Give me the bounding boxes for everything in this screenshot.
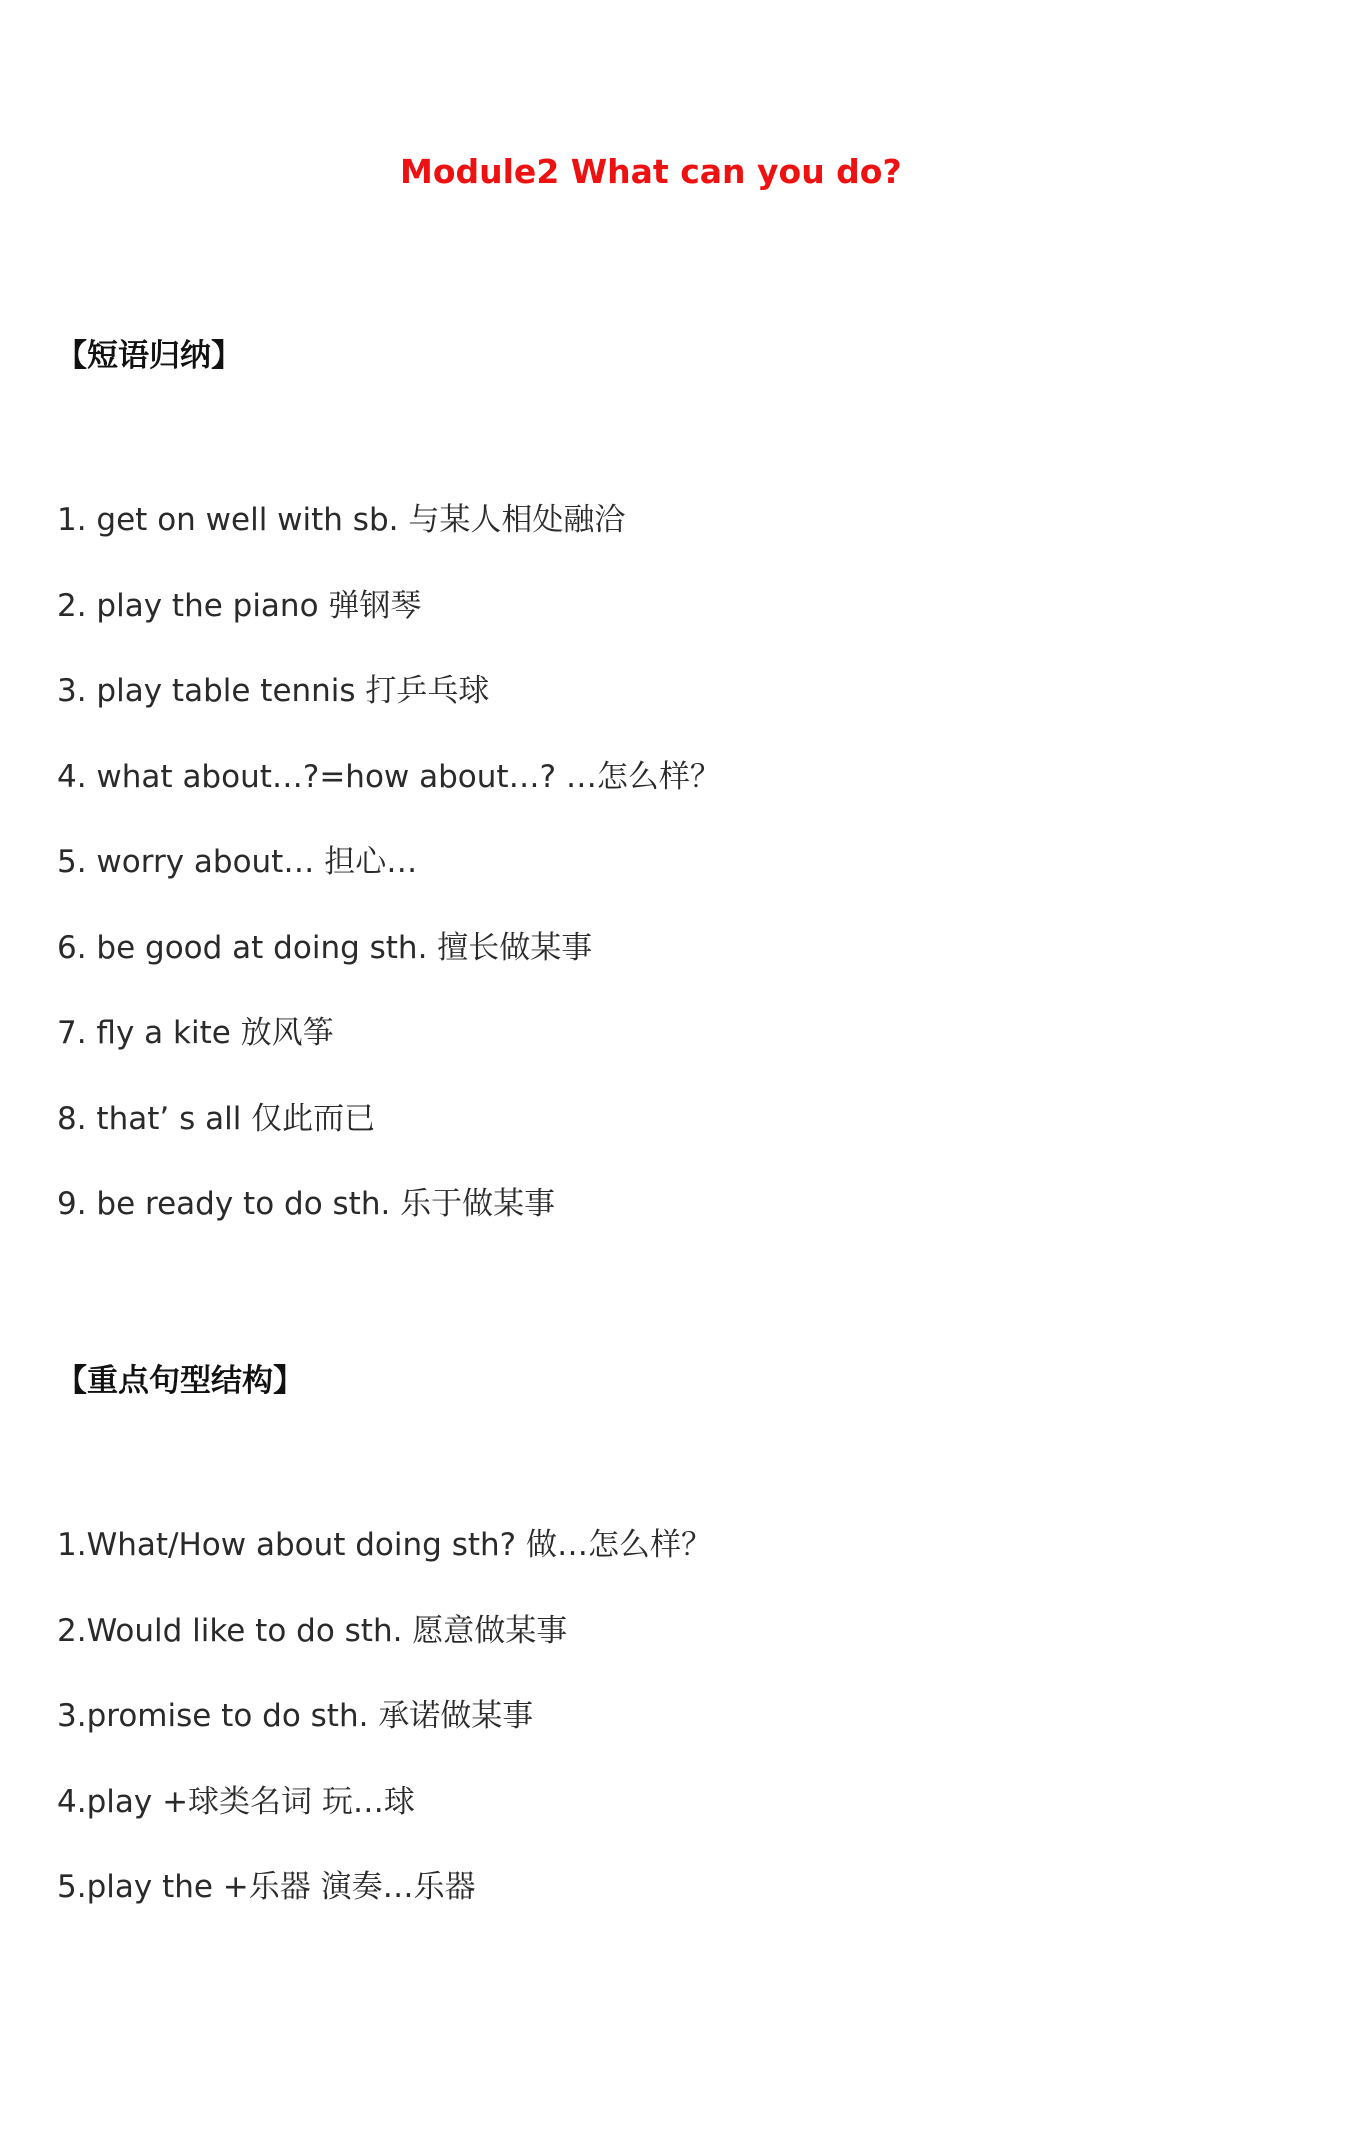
sentences-heading: 【重点句型结构】 xyxy=(56,1363,304,1399)
list-item: 3. play table tennis 打乒乓球 xyxy=(57,673,490,709)
list-item: 7. fly a kite 放风筝 xyxy=(57,1015,334,1051)
list-item: 1. get on well with sb. 与某人相处融洽 xyxy=(57,502,626,538)
list-item: 8. that’ s all 仅此而已 xyxy=(57,1100,376,1137)
list-item: 4. what about…?=how about…? …怎么样？ xyxy=(57,758,721,795)
list-item: 2. play the piano 弹钢琴 xyxy=(57,587,422,624)
phrases-list xyxy=(57,500,721,1270)
list-item: 4.play +球类名词 玩…球 xyxy=(57,1783,415,1820)
list-item: 3.promise to do sth. 承诺做某事 xyxy=(57,1698,534,1734)
phrases-heading: 【短语归纳】 xyxy=(56,338,242,374)
list-item: 5. worry about… 担心… xyxy=(57,844,418,880)
sentences-list xyxy=(57,1525,712,1953)
list-item: 5.play the +乐器 演奏…乐器 xyxy=(57,1869,476,1905)
page-title: Module2 What can you do? xyxy=(400,152,902,191)
list-item: 6. be good at doing sth. 擅长做某事 xyxy=(57,929,593,966)
list-item: 9. be ready to do sth. 乐于做某事 xyxy=(57,1186,556,1222)
list-item: 1.What/How about doing sth? 做…怎么样？ xyxy=(57,1527,712,1563)
list-item: 2.Would like to do sth. 愿意做某事 xyxy=(57,1612,568,1649)
